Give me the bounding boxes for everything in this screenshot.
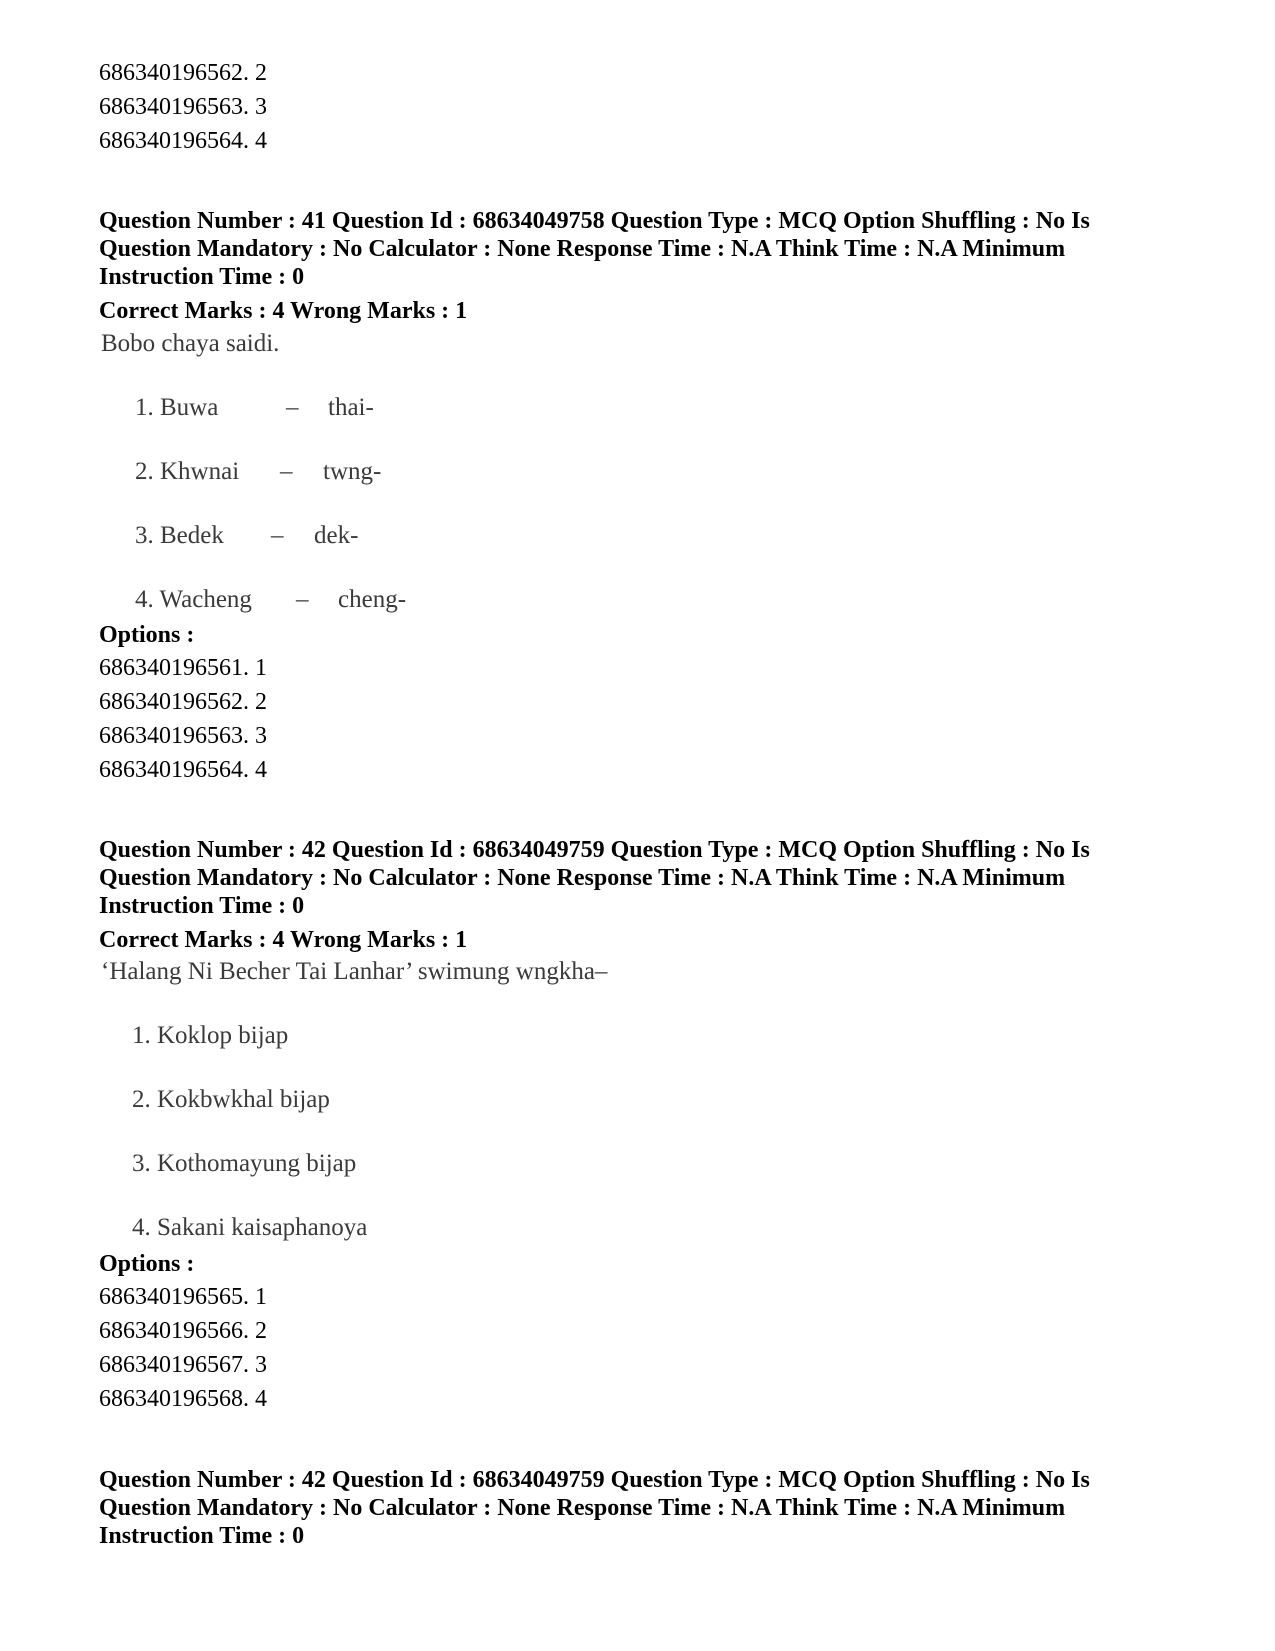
- question-41-item-label: 3. Bedek: [135, 522, 224, 549]
- question-41-options-label: Options :: [99, 622, 195, 648]
- question-42-statement: ‘Halang Ni Becher Tai Lanhar’ swimung wngkha–: [101, 958, 608, 985]
- question-42-header-line3: Instruction Time : 0: [99, 893, 305, 919]
- option-line: 686340196568. 4: [99, 1386, 267, 1412]
- question-42-marks: Correct Marks : 4 Wrong Marks : 1: [99, 927, 468, 953]
- question-41-item-value: cheng-: [338, 586, 407, 613]
- option-line: 686340196564. 4: [99, 128, 267, 154]
- question-41-item-value: dek-: [314, 522, 359, 549]
- question-42-item: 1. Koklop bijap: [132, 1022, 289, 1049]
- question-42-header-line1: Question Number : 42 Question Id : 68634049759 Question Type : MCQ Option Shuffling : No Is: [99, 837, 1090, 863]
- question-41-header-line2: Question Mandatory : No Calculator : None Response Time : N.A Think Time : N.A Minimum: [99, 236, 1066, 262]
- question-41-item-value: twng-: [323, 458, 382, 485]
- question-42-item: 4. Sakani kaisaphanoya: [132, 1214, 368, 1241]
- option-line: 686340196566. 2: [99, 1318, 267, 1344]
- question-41-item-label: 1. Buwa: [135, 394, 219, 421]
- question-42-item: 2. Kokbwkhal bijap: [132, 1086, 330, 1113]
- option-line: 686340196567. 3: [99, 1352, 267, 1378]
- question-41-item-dash: –: [286, 394, 299, 421]
- question-41-statement: Bobo chaya saidi.: [101, 330, 280, 357]
- option-line: 686340196564. 4: [99, 757, 267, 783]
- question-42-options-label: Options :: [99, 1251, 195, 1277]
- option-line: 686340196562. 2: [99, 689, 267, 715]
- question-42-repeat-header-line3: Instruction Time : 0: [99, 1523, 305, 1549]
- option-line: 686340196565. 1: [99, 1284, 267, 1310]
- question-42-repeat-header-line2: Question Mandatory : No Calculator : None Response Time : N.A Think Time : N.A Minimum: [99, 1495, 1066, 1521]
- question-41-marks: Correct Marks : 4 Wrong Marks : 1: [99, 298, 468, 324]
- option-line: 686340196563. 3: [99, 94, 267, 120]
- option-line: 686340196561. 1: [99, 655, 267, 681]
- question-41-item-value: thai-: [328, 394, 374, 421]
- question-41-item-label: 2. Khwnai: [135, 458, 240, 485]
- question-41-header-line3: Instruction Time : 0: [99, 264, 305, 290]
- option-line: 686340196563. 3: [99, 723, 267, 749]
- question-42-item: 3. Kothomayung bijap: [132, 1150, 357, 1177]
- question-42-repeat-header-line1: Question Number : 42 Question Id : 68634049759 Question Type : MCQ Option Shuffling : No Is: [99, 1467, 1090, 1493]
- option-line: 686340196562. 2: [99, 60, 267, 86]
- question-41-header-line1: Question Number : 41 Question Id : 68634049758 Question Type : MCQ Option Shuffling : No Is: [99, 208, 1090, 234]
- question-41-item-dash: –: [271, 522, 284, 549]
- question-41-item-dash: –: [280, 458, 293, 485]
- question-41-item-label: 4. Wacheng: [135, 586, 252, 613]
- question-42-header-line2: Question Mandatory : No Calculator : None Response Time : N.A Think Time : N.A Minimum: [99, 865, 1066, 891]
- question-41-item-dash: –: [296, 586, 309, 613]
